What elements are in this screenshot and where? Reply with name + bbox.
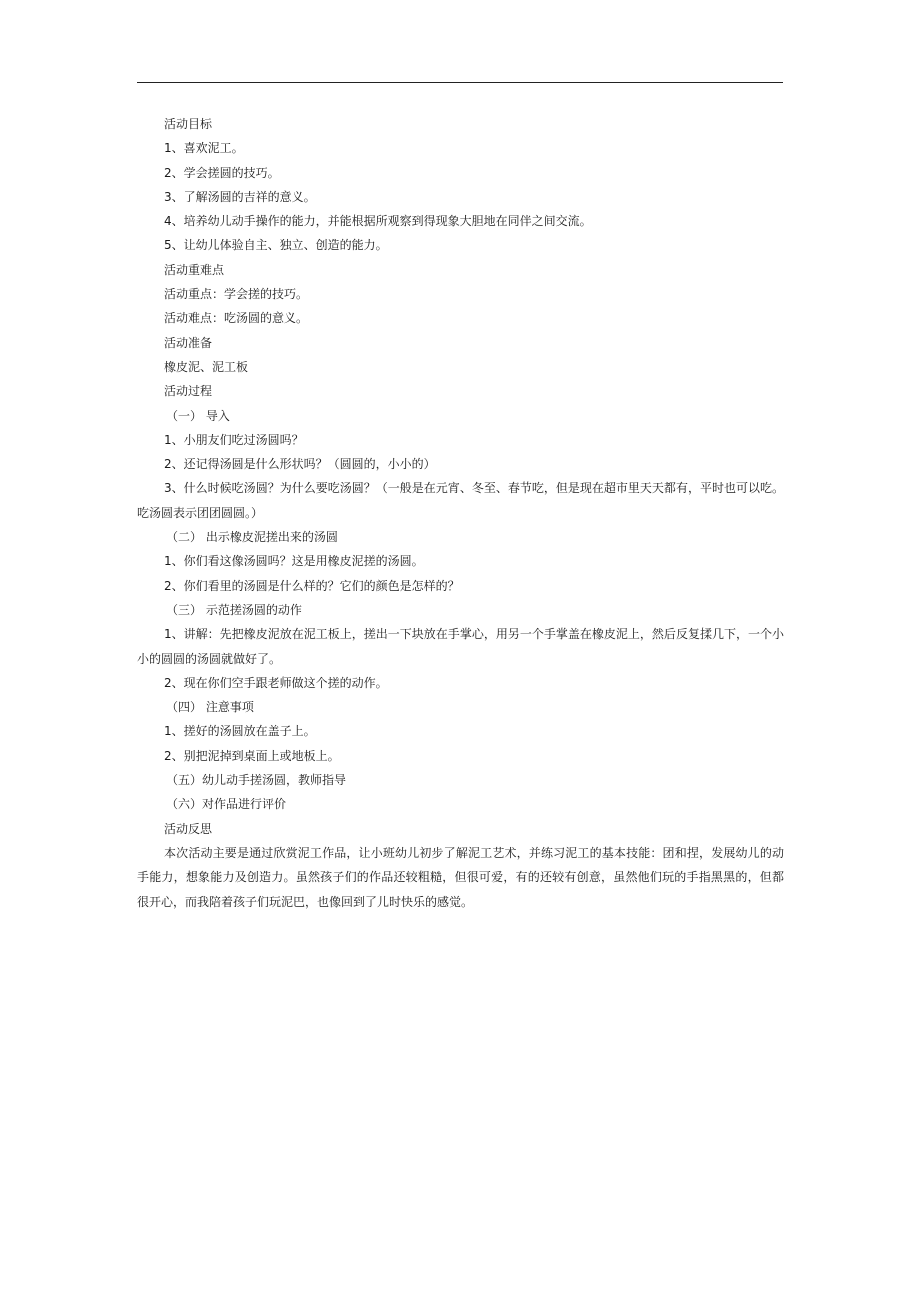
goal-item-2: 2、学会搓圆的技巧。 — [164, 165, 280, 180]
goal-item-3: 3、了解汤圆的吉祥的意义。 — [164, 189, 316, 204]
step-2-question-2: 2、你们看里的汤圆是什么样的？它们的颜色是怎样的？ — [164, 578, 460, 593]
goal-item-5: 5、让幼儿体验自主、独立、创造的能力。 — [164, 238, 388, 253]
process-heading: 活动过程 — [164, 384, 213, 399]
document-body — [137, 112, 784, 914]
preparation-heading: 活动准备 — [164, 335, 213, 350]
step-2-title: （二） 出示橡皮泥搓出来的汤圆 — [166, 530, 338, 545]
key-difficult-heading: 活动重难点 — [164, 262, 225, 277]
goal-item-1: 1、喜欢泥工。 — [164, 141, 244, 156]
step-4-title: （四） 注意事项 — [166, 700, 254, 715]
step-3-title: （三） 示范搓汤圆的动作 — [166, 602, 302, 617]
step-1-question-1: 1、小朋友们吃过汤圆吗？ — [164, 432, 304, 447]
goal-item-4: 4、培养幼儿动手操作的能力，并能根据所观察到得现象大胆地在同伴之间交流。 — [164, 214, 592, 229]
reflection-paragraph: 本次活动主要是通过欣赏泥工作品，让小班幼儿初步了解泥工艺术，并练习泥工的基本技能：团和捏，发展幼儿的动手能力，想象能力及创造力。虽然孩子们的作品还较粗糙，但很可爱，有的还较有创意，虽然他们玩的手指黑黑的，但都很开心，而我陪着孩子们玩泥巴，也像回到了儿时快乐的感觉。 — [137, 845, 784, 909]
preparation-items: 橡皮泥、泥工板 — [164, 359, 249, 374]
step-4-note-2: 2、别把泥掉到桌面上或地板上。 — [164, 748, 340, 763]
step-3-practice: 2、现在你们空手跟老师做这个搓的动作。 — [164, 675, 388, 690]
step-3-explanation: 1、讲解：先把橡皮泥放在泥工板上，搓出一下块放在手掌心，用另一个手掌盖在橡皮泥上，然后反复揉几下，一个小小的圆圆的汤圆就做好了。 — [137, 627, 784, 666]
step-1-question-2: 2、还记得汤圆是什么形状吗？（圆圆的，小小的） — [164, 457, 436, 472]
step-1-question-3: 3、什么时候吃汤圆？为什么要吃汤圆？（一般是在元宵、冬至、春节吃，但是现在超市里天天都有，平时也可以吃。吃汤圆表示团团圆圆。） — [137, 481, 784, 520]
step-2-question-1: 1、你们看这像汤圆吗？这是用橡皮泥搓的汤圆。 — [164, 554, 424, 569]
header-rule — [137, 82, 783, 83]
difficult-point: 活动难点：吃汤圆的意义。 — [164, 311, 309, 326]
step-6-title: （六）对作品进行评价 — [166, 797, 287, 812]
step-1-title: （一） 导入 — [166, 408, 230, 423]
reflection-heading: 活动反思 — [164, 821, 213, 836]
goal-heading: 活动目标 — [164, 117, 213, 131]
step-4-note-1: 1、搓好的汤圆放在盖子上。 — [164, 724, 316, 739]
step-5-title: （五）幼儿动手搓汤圆，教师指导 — [166, 773, 347, 788]
key-point: 活动重点：学会搓的技巧。 — [164, 287, 309, 302]
